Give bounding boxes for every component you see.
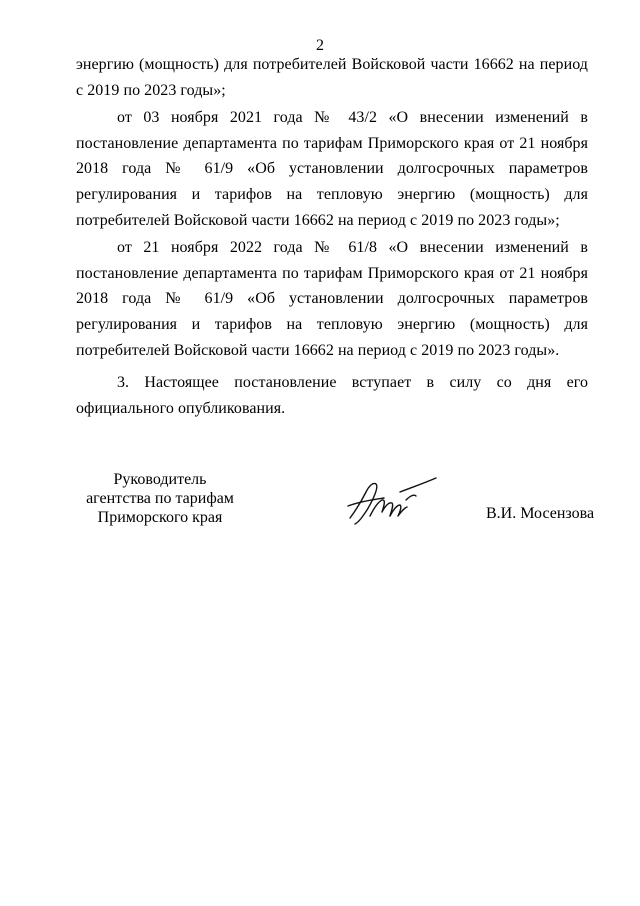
- signatory-name: В.И. Мосензова: [486, 505, 595, 522]
- position-line: агентства по тарифам: [86, 490, 234, 507]
- signature-block: [0, 470, 640, 540]
- paragraph-continuation: энергию (мощность) для потребителей Войсковой части 16662 на период с 2019 по 2023 годы»;: [76, 56, 588, 99]
- paragraph-amendment-2021: от 03 ноября 2021 года № 43/2 «О внесении изменений в постановление департамента по тарифам Приморского края от 21 ноября 2018 года № 61/9 «Об установлении долгосрочных параметров регулирования и тарифов на тепловую энергию (мощность) для потребителей Войсковой части 16662 на период с 2019 по 2023 годы»;: [76, 109, 588, 229]
- signatory-position: [76, 470, 244, 527]
- position-line: Приморского края: [97, 509, 223, 526]
- paragraph-amendment-2022: от 21 ноября 2022 года № 61/8 «О внесении изменений в постановление департамента по тарифам Приморского края от 21 ноября 2018 года № 61/9 «Об установлении долгосрочных параметров регулирования и тарифов на тепловую энергию (мощность) для потребителей Войсковой части 16662 на период с 2019 по 2023 годы».: [76, 239, 588, 359]
- handwritten-signature: [340, 472, 440, 528]
- position-line: Руководитель: [113, 471, 207, 488]
- paragraph-effective-date: 3. Настоящее постановление вступает в силу со дня его официального опубликования.: [76, 374, 588, 417]
- document-body: [76, 52, 588, 421]
- page-number: 2: [316, 37, 324, 54]
